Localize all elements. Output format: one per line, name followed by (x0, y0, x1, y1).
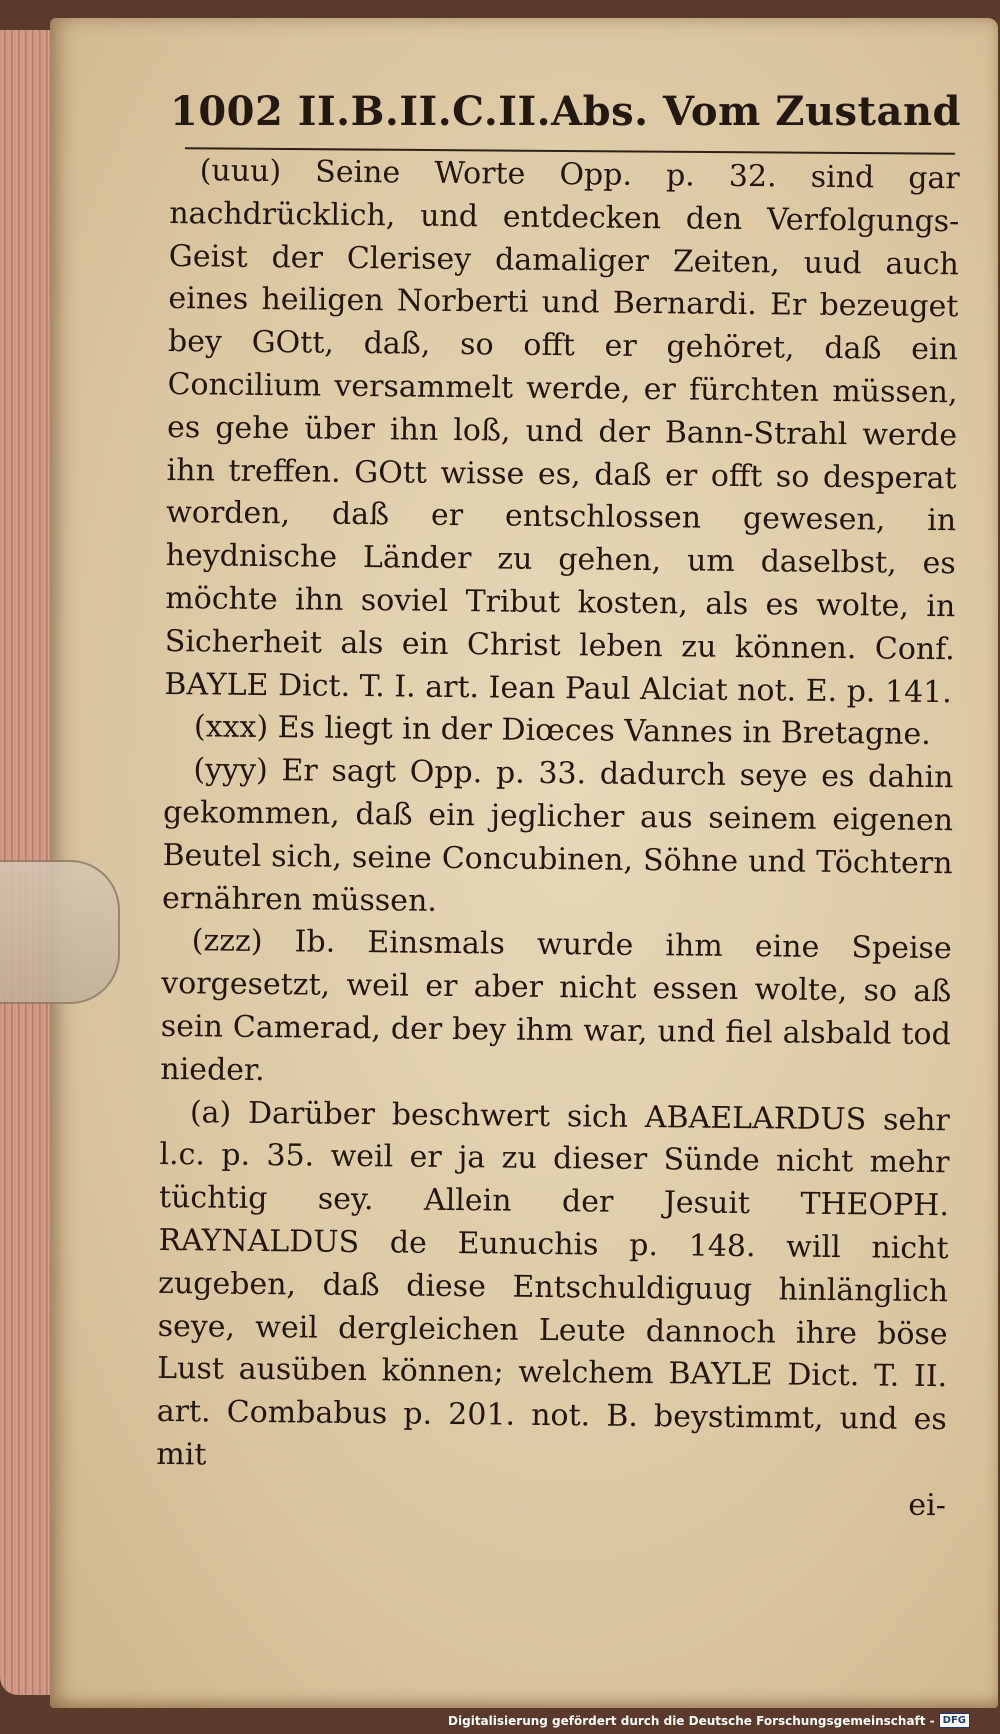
running-head: 1002 II.B.II.C.II.Abs. Vom Zustand (170, 88, 962, 135)
footnote-a: (a) Darüber beschwert sich ABAELARDUS sehr l.c. p. 35. weil er ja zu dieser Sünde nicht mehr tüchtig sey. Allein der Jesuit THEOPH. RAYNALDUS de Eunuchis p. 148. will nicht zugeben, daß diese Entschuldiguug hinlänglich seye, weil dergleichen Leute dannoch ihre böse Lust ausüben können; welchem BAYLE Dict. T. II. art. Combabus p. 201. not. B. beystimmt, und es mit (156, 1094, 951, 1473)
dfg-logo-icon: DFG (939, 1713, 970, 1728)
bookmark-clip (0, 860, 120, 1004)
catchword: ei- (908, 1487, 947, 1523)
digitization-credit (448, 1713, 970, 1728)
footnote-xxx: (xxx) Es liegt in der Diœces Vannes in Bretagne. (193, 709, 931, 753)
page-body (156, 150, 960, 1528)
credit-text: Digitalisierung gefördert durch die Deutsche Forschungsgemeinschaft - (448, 1713, 935, 1728)
footnote-zzz: (zzz) Ib. Einsmals wurde ihm eine Speise vorgesetzt, weil er aber nicht essen wolte, so aß sein Camerad, der bey ihm war, und fiel alsbald tod nieder. (160, 923, 952, 1088)
footnote-yyy: (yyy) Er sagt Opp. p. 33. dadurch seye es dahin gekommen, daß ein jeglicher aus seinem eigenen Beutel sich, seine Concubinen, Söhne und Töchtern ernähren müssen. (161, 752, 954, 919)
footnote-uuu: (uuu) Seine Worte Opp. p. 32. sind gar nachdrücklich, und entdecken den Verfolgungs-Geist der Clerisey damaliger Zeiten, uud auch eines heiligen Norberti und Bernardi. Er bezeuget bey GOtt, daß, so offt er gehöret, daß ein Concilium versammelt werde, er fürchten müssen, es gehe über ihn loß, und der Bann-Strahl werde ihn treffen. GOtt wisse es, daß er offt so desperat worden, daß er entschlossen gewesen, in heydnische Länder zu gehen, um daselbst, es möchte ihn soviel Tribut kosten, als es wolte, in Sicherheit als ein Christ leben zu können. Conf. BAYLE Dict. T. I. art. Iean Paul Alciat not. E. p. 141. (164, 153, 960, 710)
